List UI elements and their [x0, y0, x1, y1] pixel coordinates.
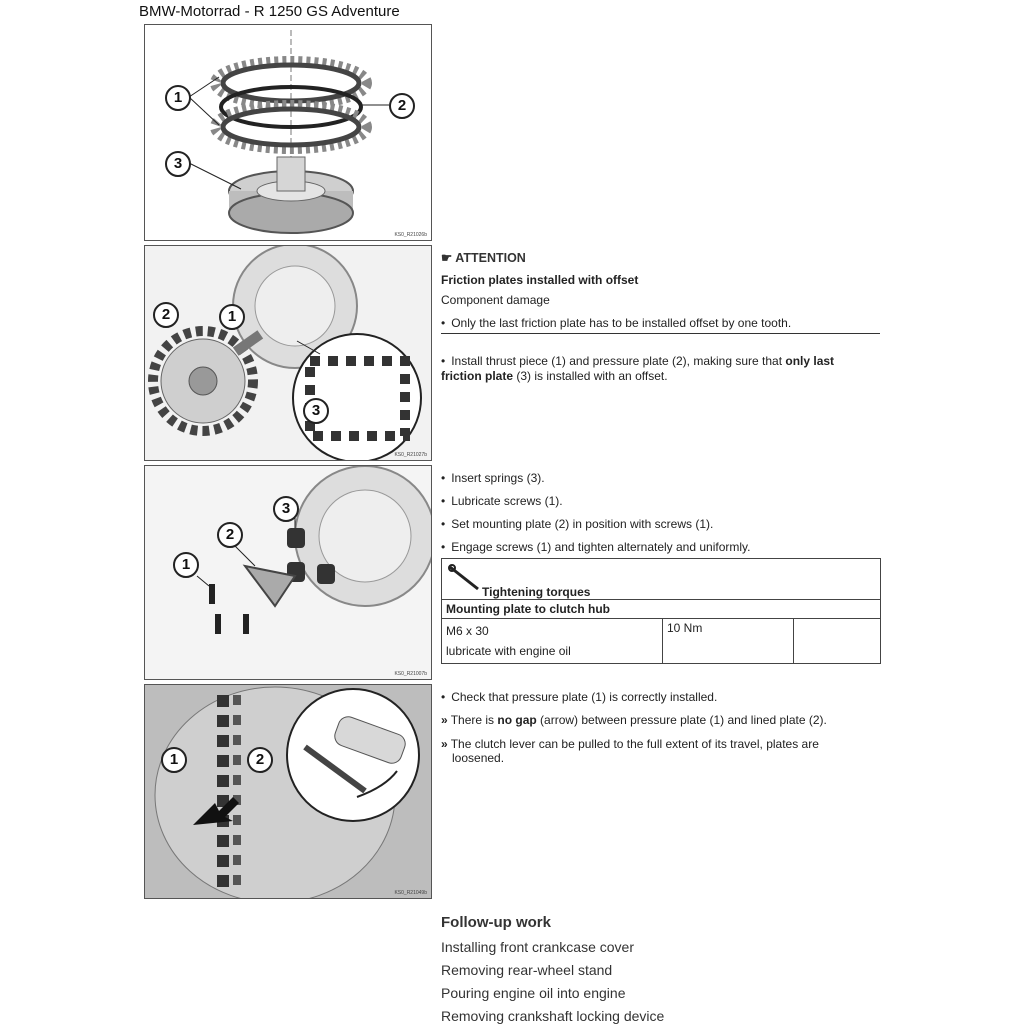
result-text: The clutch lever can be pulled to the full extent of its travel, plates are: [450, 737, 819, 751]
step-install-thrust-piece: [441, 354, 861, 384]
result-arrow-icon: »: [441, 713, 448, 727]
clutch-plates-illustration: [145, 25, 431, 240]
followup-item: Removing rear-wheel stand: [441, 962, 613, 978]
attention-divider: [441, 333, 880, 334]
step-emphasis: only last friction plate: [441, 354, 835, 383]
callout-3: 3: [273, 496, 299, 522]
result-clutch-lever-cont: loosened.: [452, 751, 505, 765]
pointing-hand-icon: ☛: [441, 251, 453, 265]
torque-note: lubricate with engine oil: [446, 644, 571, 658]
torque-header-cell: [442, 559, 881, 600]
torque-subheader: Mounting plate to clutch hub: [442, 600, 881, 619]
followup-item: Removing crankshaft locking device: [441, 1008, 665, 1024]
attention-effect: Component damage: [441, 293, 550, 307]
step-text: Install thrust piece (1) and pressure plate (2), making sure that: [451, 354, 786, 368]
result-text: There is: [450, 713, 498, 727]
step-text: (3) is installed with an offset.: [513, 369, 668, 383]
figure-clutch-check: [144, 684, 432, 899]
callout-2: 2: [153, 302, 179, 328]
figure-mounting-plate: [144, 465, 432, 680]
result-emphasis: no gap: [497, 713, 537, 727]
check-pressure-plate: • Check that pressure plate (1) is correctly installed.: [441, 690, 717, 704]
attention-heading: [441, 250, 526, 265]
step-set-mounting-plate: • Set mounting plate (2) in position with screws (1).: [441, 517, 713, 531]
followup-item: Pouring engine oil into engine: [441, 985, 626, 1001]
result-clutch-lever: [441, 737, 819, 751]
callout-2: 2: [247, 747, 273, 773]
result-text: (arrow) between pressure plate (1) and lined plate (2).: [536, 713, 827, 727]
torque-wrench-icon: [448, 563, 482, 593]
figure-code: KS0_R21026b: [394, 232, 427, 238]
step-engage-screws: • Engage screws (1) and tighten alternately and uniformly.: [441, 540, 750, 554]
attention-action: • Only the last friction plate has to be installed offset by one tooth.: [441, 316, 791, 330]
figure-code: KS0_R21049b: [394, 890, 427, 896]
step-lubricate-screws: • Lubricate screws (1).: [441, 494, 563, 508]
callout-2: 2: [389, 93, 415, 119]
clutch-check-illustration: [145, 685, 431, 898]
followup-title: Follow-up work: [441, 914, 551, 931]
followup-item: Installing front crankcase cover: [441, 939, 634, 955]
callout-1: 1: [173, 552, 199, 578]
torque-header: Tightening torques: [482, 585, 591, 599]
torque-value: 10 Nm: [663, 619, 794, 664]
callout-2: 2: [217, 522, 243, 548]
figure-clutch-plates: [144, 24, 432, 241]
torque-empty-cell: [794, 619, 881, 664]
attention-label: ATTENTION: [455, 251, 526, 265]
document-header: BMW-Motorrad - R 1250 GS Adventure: [139, 3, 400, 20]
result-no-gap: [441, 713, 827, 727]
figure-pressure-plate: [144, 245, 432, 461]
figure-code: KS0_R21027b: [394, 452, 427, 458]
result-arrow-icon: »: [441, 737, 448, 751]
callout-1: 1: [165, 85, 191, 111]
tightening-torque-table: [441, 558, 881, 664]
callout-1: 1: [161, 747, 187, 773]
step-insert-springs: • Insert springs (3).: [441, 471, 545, 485]
torque-spec: M6 x 30: [446, 624, 489, 638]
attention-title: Friction plates installed with offset: [441, 273, 639, 287]
callout-3: 3: [303, 398, 329, 424]
pressure-plate-illustration: [145, 246, 431, 460]
torque-spec-cell: [442, 619, 663, 664]
figure-code: KS0_R21007b: [394, 671, 427, 677]
callout-1: 1: [219, 304, 245, 330]
callout-3: 3: [165, 151, 191, 177]
